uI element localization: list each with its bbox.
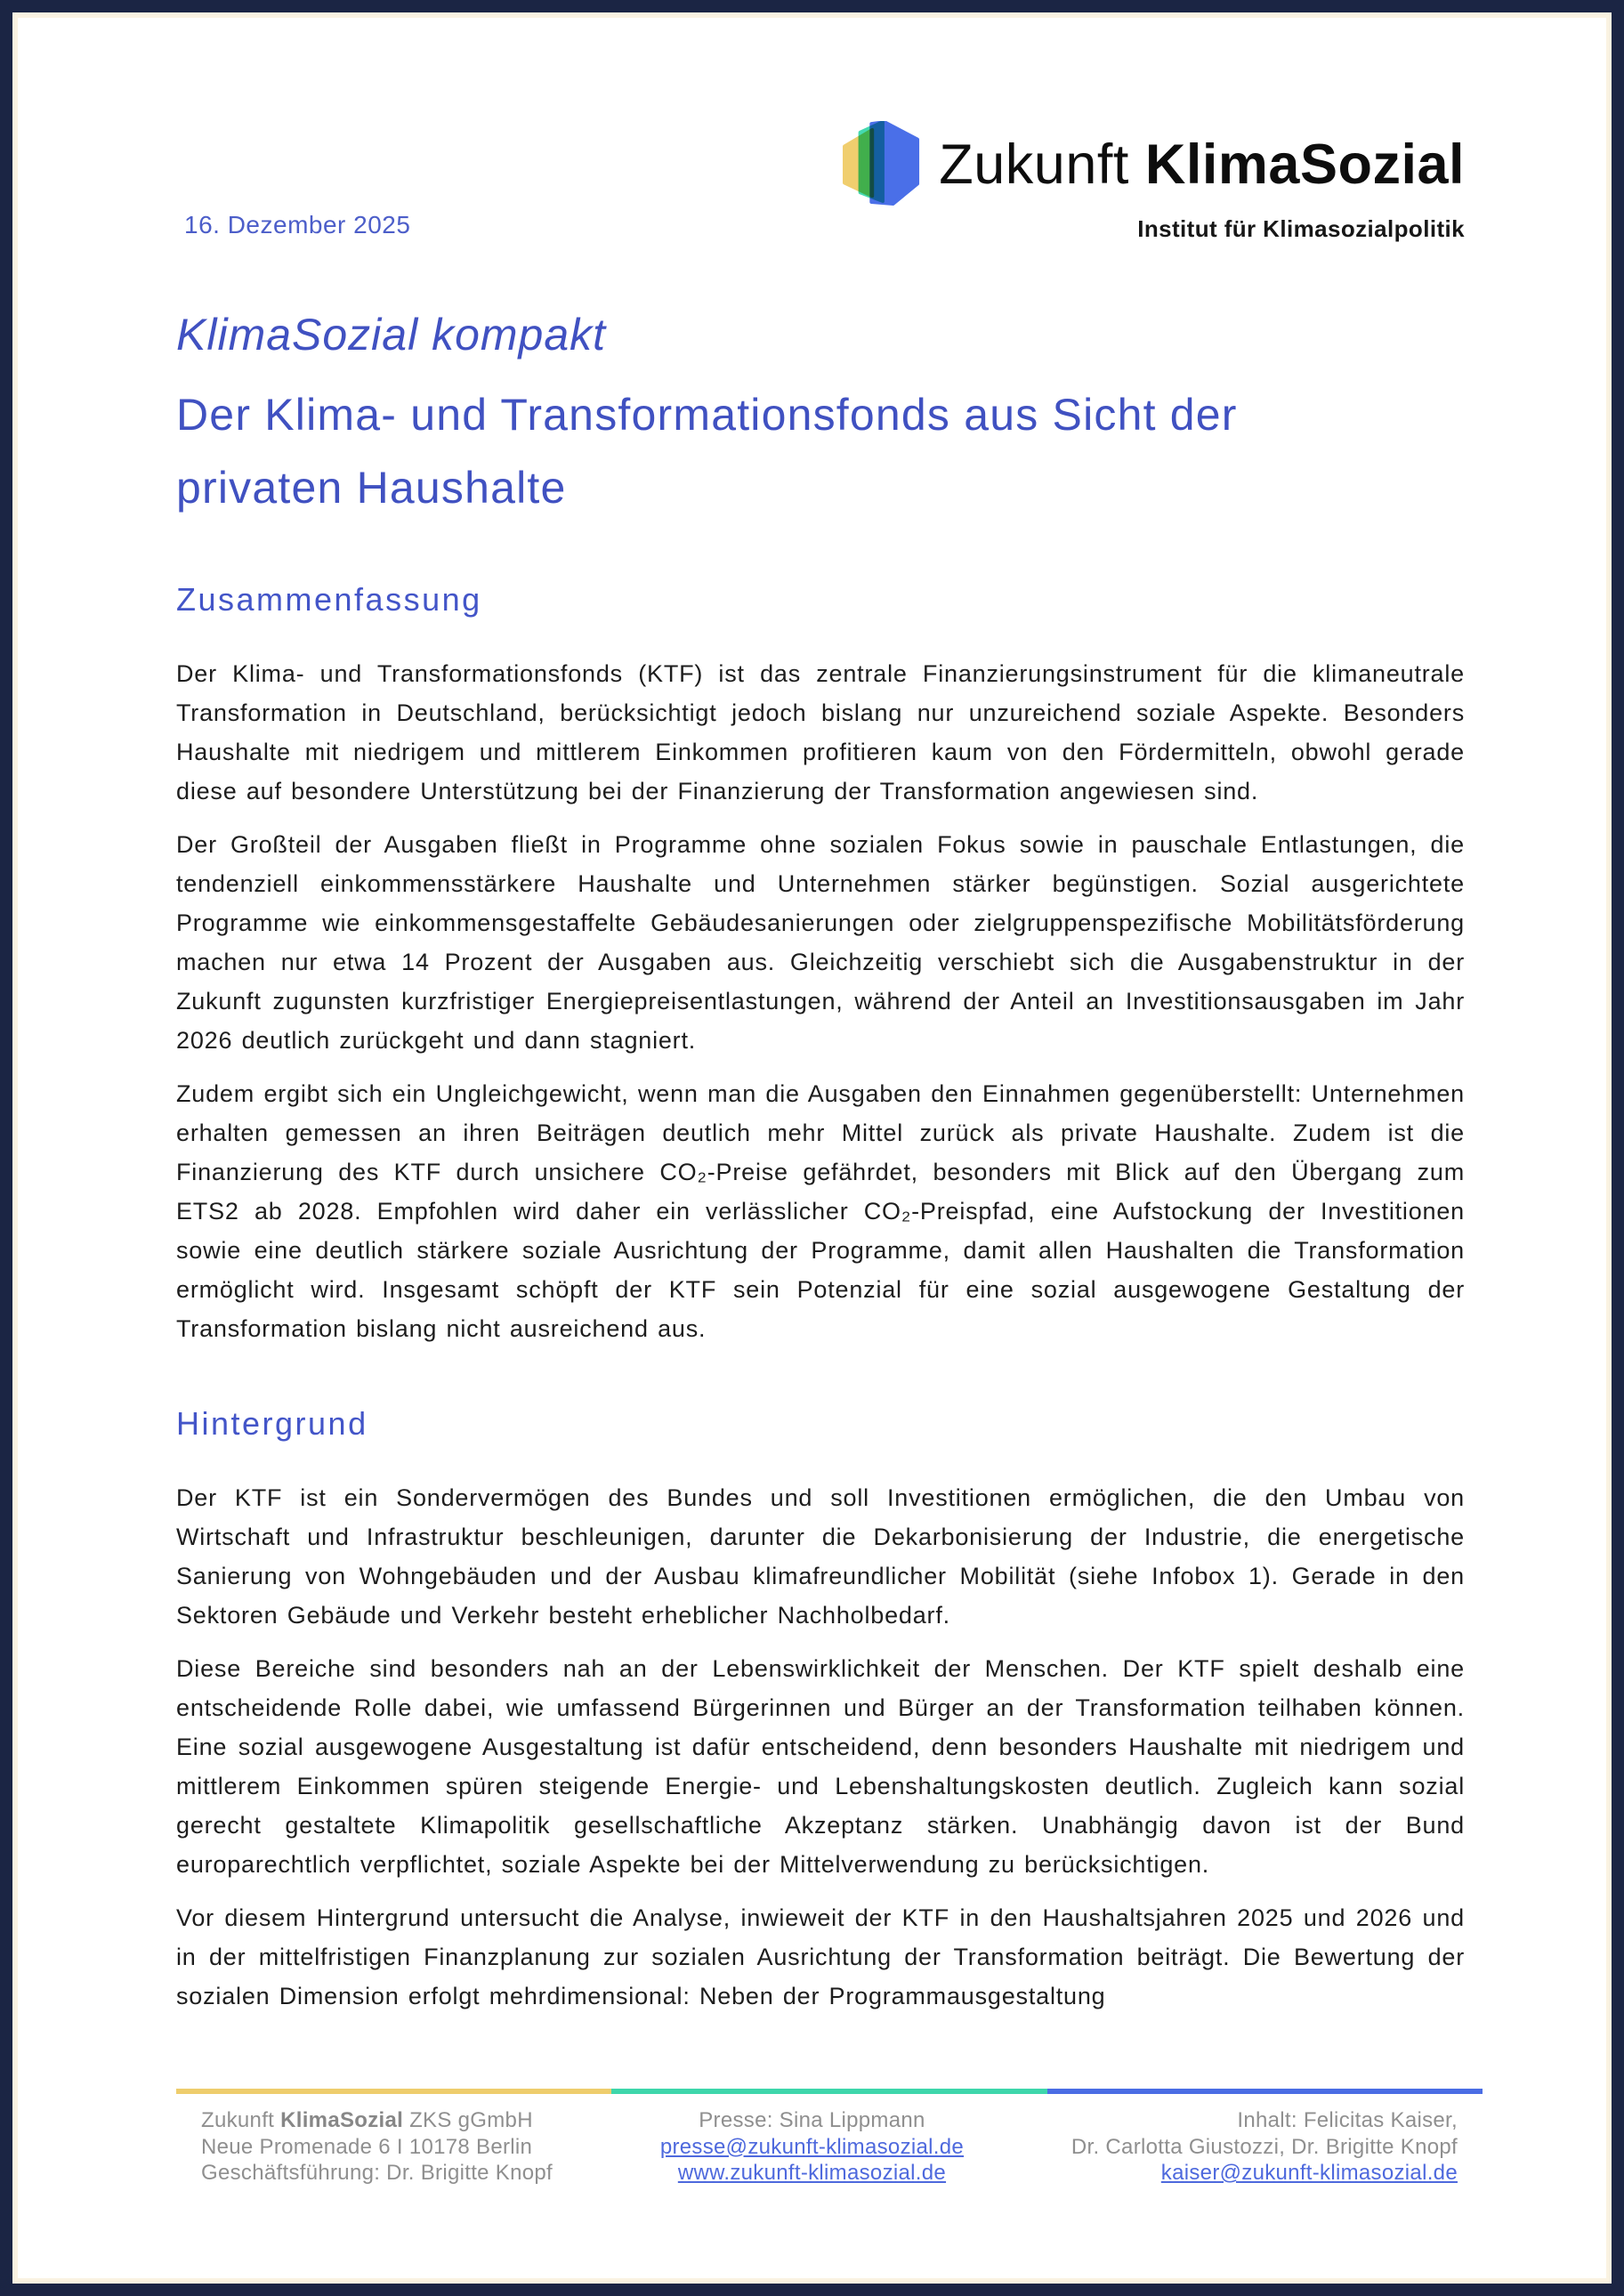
section-hintergrund	[176, 1405, 1465, 2016]
title-block	[176, 311, 1465, 524]
paragraph: Der Großteil der Ausgaben fließt in Programme ohne sozialen Fokus sowie in pauschale Entlastungen, die tendenziell einkommensstärkere Haushalte und Unternehmen stärker begünstigen. Sozial ausgerichtete Programme wie einkommensgestaffelte Gebäudesanierungen oder zielgruppenspezifische Mobilitätsförderung machen nur etwa 14 Prozent der Ausgaben aus. Gleichzeitig verschiebt sich die Ausgabenstruktur in der Zukunft zugunsten kurzfristiger Energiepreisentlastungen, während der Anteil an Investitionsausgaben im Jahr 2026 deutlich zurückgeht und dann stagniert.	[176, 831, 1465, 1054]
footer-bar-teal-segment	[611, 2089, 1046, 2094]
footer-press-email-link[interactable]: presse@zukunft-klimasozial.de	[659, 2134, 965, 2159]
footer-press-contact: Presse: Sina Lippmann	[699, 2108, 925, 2132]
document-title	[176, 378, 1465, 524]
section-heading-hintergrund: Hintergrund	[176, 1405, 368, 1442]
paragraph: Der KTF ist ein Sondervermögen des Bundes und soll Investitionen ermöglichen, die den Umbau von Wirtschaft und Infrastruktur beschleunigen, darunter die Dekarbonisierung der Industrie, die energetische Sanierung von Wohngebäuden und der Ausbau klimafreundlicher Mobilität (siehe Infobox 1). Gerade in den Sektoren Gebäude und Verkehr besteht erheblicher Nachholbedarf.	[176, 1484, 1465, 1629]
brand-name-regular: Zukunft	[939, 133, 1145, 196]
footer-company-bold: KlimaSozial	[280, 2108, 404, 2132]
footer-content-contact: Inhalt: Felicitas Kaiser,	[1237, 2108, 1458, 2132]
document-page	[18, 18, 1606, 2278]
footer-management: Geschäftsführung: Dr. Brigitte Knopf	[201, 2161, 553, 2185]
footer-website-link[interactable]: www.zukunft-klimasozial.de	[677, 2161, 947, 2185]
footer-content-column	[1071, 2107, 1458, 2187]
footer-press-column	[660, 2107, 964, 2187]
document-title-line1: Der Klima- und Transformationsfonds aus Sicht der	[176, 390, 1238, 440]
footer-company-line	[201, 2107, 553, 2134]
paragraph: Der Klima- und Transformationsfonds (KTF) ist das zentrale Finanzierungsinstrument für die klimaneutrale Transformation in Deutschland, berücksichtigt jedoch bislang nur unzureichend soziale Aspekte. Besonders Haushalte mit niedrigem und mittlerem Einkommen profitieren kaum von den Fördermitteln, obwohl gerade diese auf besondere Unterstützung bei der Finanzierung der Transformation angewiesen sind.	[176, 660, 1465, 804]
brand-name-bold: KlimaSozial	[1144, 133, 1465, 196]
page-inner-border	[12, 12, 1612, 2284]
footer-company-pre: Zukunft	[201, 2108, 281, 2132]
footer-bar-blue-segment	[1047, 2089, 1483, 2094]
publication-date: 16. Dezember 2025	[184, 211, 411, 238]
footer-color-bar	[176, 2089, 1483, 2094]
footer-company-post: ZKS gGmbH	[403, 2108, 533, 2132]
footer	[176, 2089, 1483, 2187]
footer-company-column	[201, 2107, 553, 2187]
paragraph: Zudem ergibt sich ein Ungleichgewicht, wenn man die Ausgaben den Einnahmen gegenüberstellt: Unternehmen erhalten gemessen an ihren Beiträgen deutlich mehr Mittel zurück als private Haushalte. Zudem ist die Finanzierung des KTF durch unsichere CO₂-Preise gefährdet, besonders mit Blick auf den Übergang zum ETS2 ab 2028. Empfohlen wird daher ein verlässlicher CO₂-Preispfad, eine Aufstockung der Investitionen sowie eine deutlich stärkere soziale Ausrichtung der Programme, damit allen Haushalten die Transformation ermöglicht wird. Insgesamt schöpft der KTF sein Potenzial für eine sozial ausgewogene Gestaltung der Transformation bislang nicht ausreichend aus.	[176, 1080, 1465, 1342]
series-kicker: KlimaSozial kompakt	[176, 310, 607, 360]
brand-wordmark	[939, 133, 1465, 197]
section-heading-zusammenfassung: Zusammenfassung	[176, 581, 482, 618]
logo	[843, 121, 1465, 243]
footer-bar-yellow-segment	[176, 2089, 611, 2094]
brand-logo-icon	[843, 121, 921, 208]
paragraph: Diese Bereiche sind besonders nah an der Lebenswirklichkeit der Menschen. Der KTF spielt deshalb eine entscheidende Rolle dabei, wie umfassend Bürgerinnen und Bürger an der Transformation teilhaben können. Eine sozial ausgewogene Ausgestaltung ist dafür entscheidend, denn besonders Haushalte mit niedrigem und mittlerem Einkommen spüren steigende Energie- und Lebenshaltungskosten deutlich. Zugleich kann sozial gerecht gestaltete Klimapolitik gesellschaftliche Akzeptanz stärken. Unabhängig davon ist der Bund europarechtlich verpflichtet, soziale Aspekte bei der Mittelverwendung zu berücksichtigen.	[176, 1655, 1465, 1878]
footer-address: Neue Promenade 6 I 10178 Berlin	[201, 2134, 533, 2159]
header	[176, 121, 1465, 243]
brand-tagline: Institut für Klimasozialpolitik	[1137, 215, 1465, 242]
section-zusammenfassung	[176, 581, 1465, 1348]
footer-content-email-link[interactable]: kaiser@zukunft-klimasozial.de	[1160, 2161, 1458, 2185]
document-title-line2: privaten Haushalte	[176, 463, 567, 513]
footer-content-names: Dr. Carlotta Giustozzi, Dr. Brigitte Knopf	[1071, 2134, 1458, 2159]
paragraph: Vor diesem Hintergrund untersucht die Analyse, inwieweit der KTF in den Haushaltsjahren 2025 und 2026 und in der mittelfristigen Finanzplanung zur sozialen Ausrichtung der Transformation beiträgt. Die Bewertung der sozialen Dimension erfolgt mehrdimensional: Neben der Programmausgestaltung	[176, 1904, 1465, 2009]
